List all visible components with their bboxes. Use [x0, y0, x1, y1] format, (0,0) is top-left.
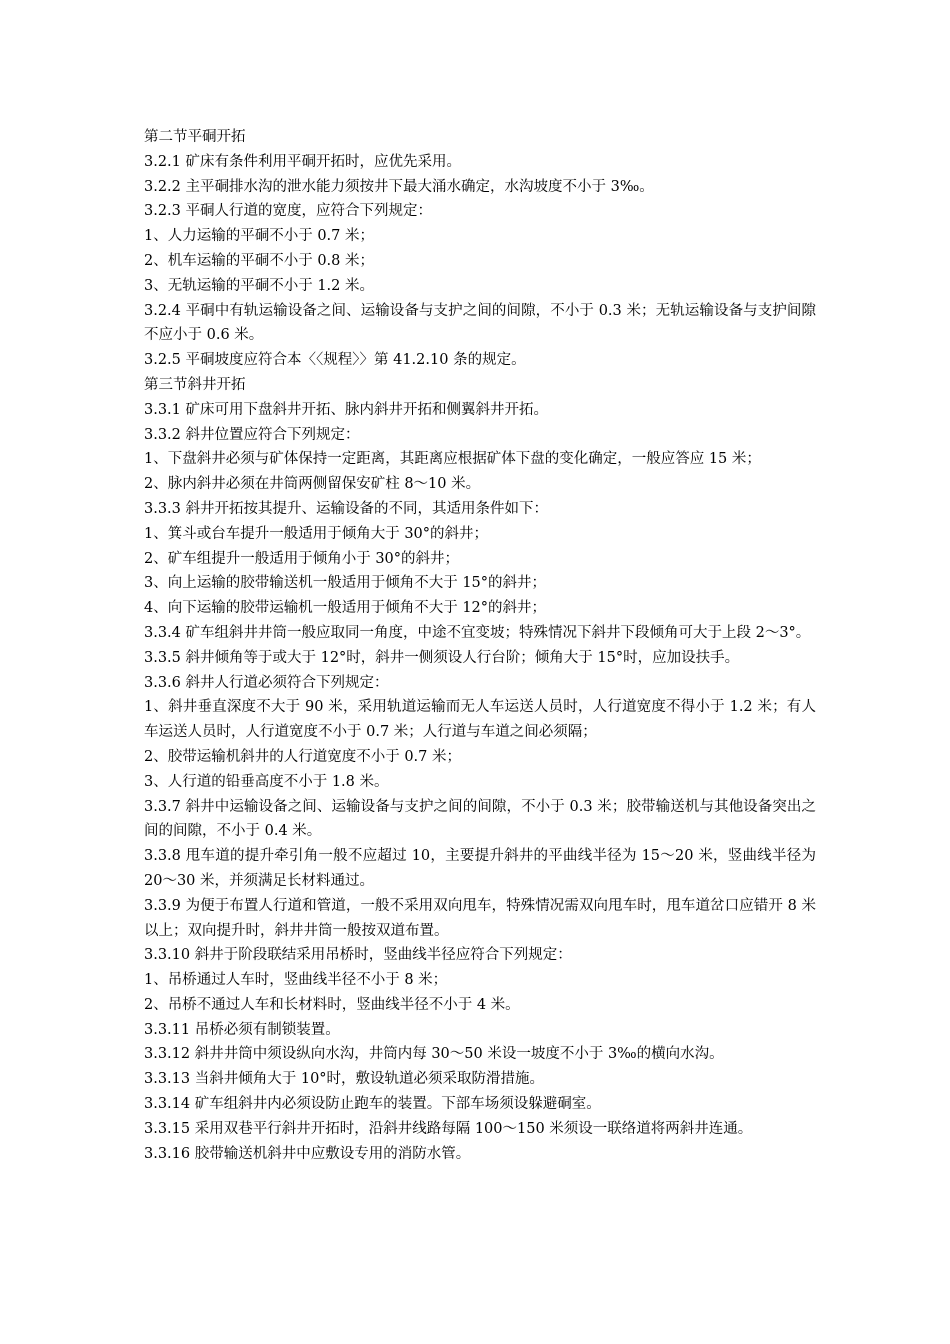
clause-3-3-13: 3.3.13 当斜井倾角大于 10°时，敷设轨道必须采取防滑措施。	[144, 1071, 545, 1088]
list-item: 1、人力运输的平硐不小于 0.7 米；	[144, 228, 375, 245]
list-item: 1、下盘斜井必须与矿体保持一定距离，其距离应根据矿体下盘的变化确定，一般应答应 15 米；	[144, 451, 761, 468]
clause-3-3-8: 3.3.8 甩车道的提升牵引角一般不应超过 10，主要提升斜井的平曲线半径为 15～20 米，竖曲线半径为 20～30 米，并须满足长材料通过。	[144, 848, 816, 889]
clause-3-2-2: 3.2.2 主平硐排水沟的泄水能力须按井下最大涌水确定，水沟坡度不小于 3‰。	[144, 178, 654, 195]
clause-3-2-4: 3.2.4 平硐中有轨运输设备之间、运输设备与支护之间的间隙，不小于 0.3 米；无轨运输设备与支护间隙不应小于 0.6 米。	[144, 302, 816, 344]
list-item: 3、向上运输的胶带输送机一般适用于倾角不大于 15°的斜井；	[144, 575, 547, 592]
clause-3-2-5: 3.2.5 平硐坡度应符合本〈〈规程〉〉第 41.2.10 条的规定。	[144, 352, 526, 369]
clause-3-2-3: 3.2.3 平硐人行道的宽度，应符合下列规定：	[144, 203, 433, 220]
clause-3-3-5: 3.3.5 斜井倾角等于或大于 12°时，斜井一侧须设人行台阶；倾角大于 15°时，应加设扶手。	[144, 649, 740, 666]
list-item: 3、无轨运输的平硐不小于 1.2 米。	[144, 277, 375, 294]
section-heading: 第二节平硐开拓	[144, 129, 246, 145]
clause-3-3-15: 3.3.15 采用双巷平行斜井开拓时，沿斜井线路每隔 100～150 米须设一联络道将两斜井连通。	[144, 1120, 753, 1137]
list-item: 3、人行道的铅垂高度不小于 1.8 米。	[144, 773, 389, 790]
clause-3-3-3: 3.3.3 斜井开拓按其提升、运输设备的不同，其适用条件如下：	[144, 500, 549, 517]
clause-3-3-1: 3.3.1 矿床可用下盘斜井开拓、脉内斜井开拓和侧翼斜井开拓。	[144, 401, 549, 418]
list-item: 2、矿车组提升一般适用于倾角小于 30°的斜井；	[144, 550, 460, 567]
section-heading: 第三节斜井开拓	[144, 376, 246, 393]
clause-3-3-14: 3.3.14 矿车组斜井内必须设防止跑车的装置。下部车场须设躲避硐室。	[144, 1096, 601, 1113]
clause-3-2-1: 3.2.1 矿床有条件利用平硐开拓时，应优先采用。	[144, 153, 462, 170]
list-item: 2、吊桥不通过人车和长材料时，竖曲线半径不小于 4 米。	[144, 996, 520, 1013]
clause-3-3-7: 3.3.7 斜井中运输设备之间、运输设备与支护之间的间隙，不小于 0.3 米；胶带输送机与其他设备突出之间的间隙，不小于 0.4 米。	[144, 798, 816, 840]
clause-3-3-12: 3.3.12 斜井井筒中须设纵向水沟，井筒内每 30～50 米设一坡度不小于 3‰的横向水沟。	[144, 1046, 724, 1063]
list-item: 1、斜井垂直深度不大于 90 米，采用轨道运输而无人车运送人员时，人行道宽度不得小于 1.2 米；有人车运送人员时，人行道宽度不小于 0.7 米；人行道与车道之间必须隔；	[144, 699, 816, 741]
list-item: 2、胶带运输机斜井的人行道宽度不小于 0.7 米；	[144, 748, 462, 765]
list-item: 1、吊桥通过人车时，竖曲线半径不小于 8 米；	[144, 972, 448, 989]
list-item: 2、脉内斜井必须在井筒两侧留保安矿柱 8～10 米。	[144, 476, 481, 493]
clause-3-3-4: 3.3.4 矿车组斜井井筒一般应取同一角度，中途不宜变坡；特殊情况下斜井下段倾角可大于上段 2～3°。	[144, 624, 811, 641]
clause-3-3-6: 3.3.6 斜井人行道必须符合下列规定：	[144, 674, 389, 691]
document-body	[144, 125, 816, 1166]
list-item: 1、箕斗或台车提升一般适用于倾角大于 30°的斜井；	[144, 525, 489, 542]
clause-3-3-10: 3.3.10 斜井于阶段联结采用吊桥时，竖曲线半径应符合下列规定：	[144, 947, 572, 964]
list-item: 2、机车运输的平硐不小于 0.8 米；	[144, 252, 375, 269]
list-item: 4、向下运输的胶带运输机一般适用于倾角不大于 12°的斜井；	[144, 600, 547, 617]
clause-3-3-11: 3.3.11 吊桥必须有制锁装置。	[144, 1021, 340, 1038]
clause-3-3-9: 3.3.9 为便于布置人行道和管道，一般不采用双向甩车，特殊情况需双向甩车时，甩车道岔口应错开 8 米以上；双向提升时，斜井井筒一般按双道布置。	[144, 897, 816, 939]
clause-3-3-16: 3.3.16 胶带输送机斜井中应敷设专用的消防水管。	[144, 1145, 471, 1162]
clause-3-3-2: 3.3.2 斜井位置应符合下列规定：	[144, 426, 360, 443]
